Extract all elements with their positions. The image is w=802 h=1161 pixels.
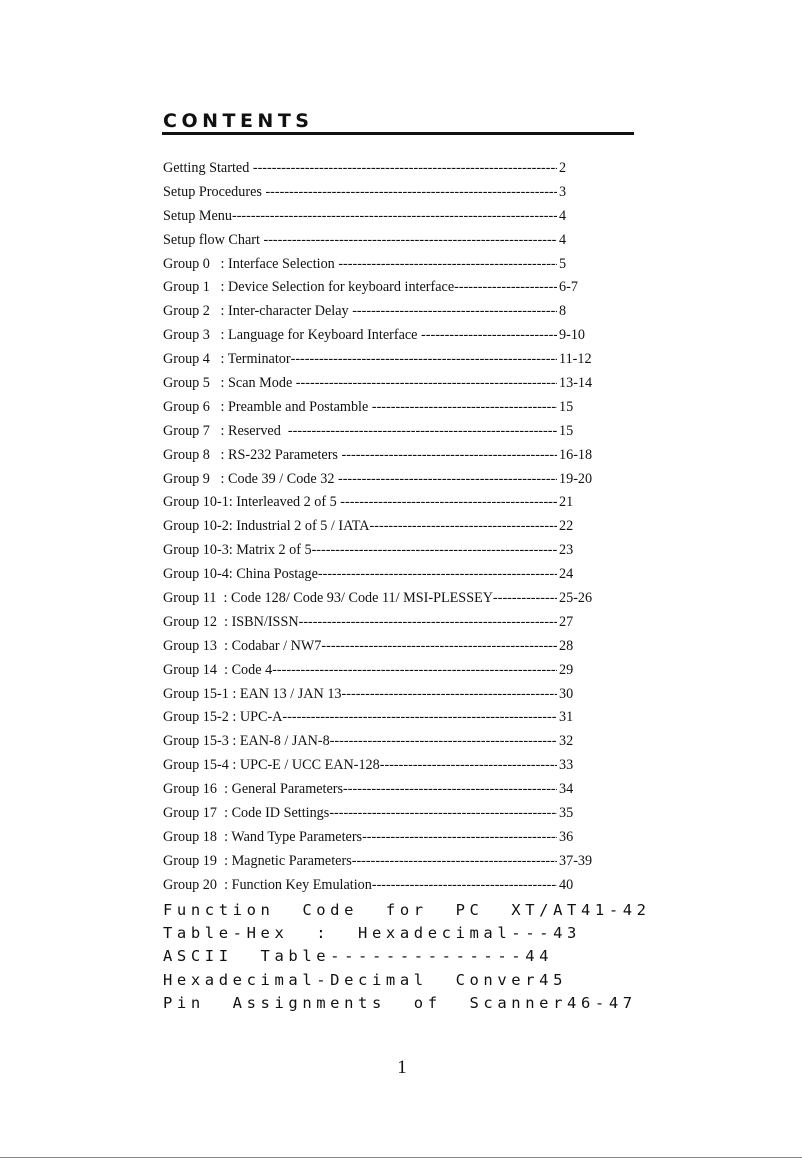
- toc-wide-list: [163, 901, 651, 1017]
- toc-entry: [163, 757, 603, 781]
- toc-entry: [163, 542, 603, 566]
- toc-dot-leader: [265, 184, 557, 201]
- toc-dot-leader: [330, 733, 557, 750]
- toc-entry: [163, 351, 603, 375]
- toc-entry-label: Group 7 : Reserved: [163, 422, 288, 439]
- toc-entry: [163, 471, 603, 495]
- toc-entry-label: Group 18 : Wand Type Parameters: [163, 828, 363, 845]
- toc-entry-label: Group 20 : Function Key Emulation: [163, 876, 372, 893]
- toc-entry: [163, 686, 603, 710]
- toc-dot-leader: [372, 399, 557, 416]
- toc-entry-page: 8: [559, 303, 567, 320]
- toc-entry-page: 23: [559, 542, 574, 559]
- toc-entry: [163, 829, 603, 853]
- toc-entry-page: 13-14: [559, 375, 593, 392]
- toc-entry-page: 21: [559, 494, 574, 511]
- toc-entry: [163, 494, 603, 518]
- toc-entry-label: Group 15-3 : EAN-8 / JAN-8: [163, 733, 330, 750]
- toc-entry-page: 16-18: [559, 446, 593, 463]
- toc-entry-page: 5: [559, 255, 567, 272]
- toc-dot-leader: [380, 757, 557, 774]
- toc-dot-leader: [372, 877, 557, 894]
- toc-entry-label: Setup Menu: [163, 207, 232, 224]
- toc-entry-label: Group 15-2 : UPC-A: [163, 709, 283, 726]
- toc-entry-label: Group 6 : Preamble and Postamble: [163, 398, 372, 415]
- heading-rule: [162, 132, 634, 135]
- toc-entry-page: 15: [559, 422, 574, 439]
- toc-entry-page: 36: [559, 828, 574, 845]
- toc-wide-entry: ASCII Table--------------44: [163, 947, 554, 966]
- toc-entry-page: 4: [559, 207, 567, 224]
- toc-entry-label: Group 15-4 : UPC-E / UCC EAN-128: [163, 757, 380, 774]
- toc-entry-label: Group 11 : Code 128/ Code 93/ Code 11/ MSI-PLESSEY: [163, 590, 493, 607]
- toc-dot-leader: [340, 494, 557, 511]
- toc-dot-leader: [299, 614, 557, 631]
- toc-dot-leader: [329, 805, 557, 822]
- toc-entry-page: 15: [559, 398, 574, 415]
- toc-dot-leader: [352, 853, 557, 870]
- toc-entry-label: Group 15-1 : EAN 13 / JAN 13: [163, 685, 342, 702]
- toc-entry: [163, 877, 603, 901]
- toc-entry-page: 11-12: [559, 351, 592, 368]
- toc-entry: [163, 662, 603, 686]
- toc-entry: [163, 566, 603, 590]
- toc-entry-page: 19-20: [559, 470, 593, 487]
- toc-dot-leader: [342, 447, 557, 464]
- toc-dot-leader: [454, 279, 557, 296]
- toc-dot-leader: [288, 423, 557, 440]
- toc-list: [163, 160, 603, 901]
- toc-entry-label: Group 19 : Magnetic Parameters: [163, 852, 352, 869]
- toc-entry-label: Group 3 : Language for Keyboard Interface: [163, 327, 422, 344]
- toc-entry-label: Group 17 : Code ID Settings: [163, 805, 330, 822]
- toc-entry: [163, 805, 603, 829]
- toc-entry: [163, 184, 603, 208]
- toc-dot-leader: [493, 590, 557, 607]
- toc-entry: [163, 614, 603, 638]
- toc-dot-leader: [342, 686, 557, 703]
- toc-dot-leader: [370, 518, 557, 535]
- toc-entry-page: 3: [559, 183, 567, 200]
- toc-entry-page: 25-26: [559, 590, 593, 607]
- toc-entry-page: 28: [559, 637, 574, 654]
- toc-dot-leader: [296, 375, 557, 392]
- toc-entry-label: Group 5 : Scan Mode: [163, 375, 296, 392]
- bottom-border: [0, 1157, 802, 1158]
- toc-dot-leader: [318, 566, 557, 583]
- toc-entry-label: Group 1 : Device Selection for keyboard interface: [163, 279, 455, 296]
- toc-entry-page: 32: [559, 733, 574, 750]
- toc-entry-page: 4: [559, 231, 567, 248]
- toc-dot-leader: [282, 709, 557, 726]
- toc-entry: [163, 208, 603, 232]
- toc-wide-entry: Function Code for PC XT/AT41-42: [163, 901, 651, 919]
- toc-entry-label: Setup Procedures: [163, 183, 266, 200]
- page-number: 1: [397, 1057, 407, 1078]
- toc-entry-label: Group 14 : Code 4: [163, 661, 273, 678]
- toc-entry-label: Group 10-4: China Postage: [163, 566, 318, 583]
- toc-entry: [163, 423, 603, 447]
- toc-entry-page: 34: [559, 781, 574, 798]
- toc-entry-page: 33: [559, 757, 574, 774]
- toc-entry-page: 37-39: [559, 852, 593, 869]
- toc-entry-label: Group 4 : Terminator: [163, 351, 291, 368]
- toc-dot-leader: [421, 327, 557, 344]
- toc-dot-leader: [352, 303, 557, 320]
- toc-entry: [163, 638, 603, 662]
- toc-wide-entry: Pin Assignments of Scanner46-47: [163, 993, 637, 1012]
- toc-entry: [163, 232, 603, 256]
- toc-entry-page: 9-10: [559, 327, 586, 344]
- toc-entry-page: 22: [559, 518, 574, 535]
- toc-entry-page: 31: [559, 709, 574, 726]
- toc-entry-page: 27: [559, 613, 574, 630]
- toc-entry: [163, 399, 603, 423]
- toc-entry: [163, 733, 603, 757]
- toc-entry: [163, 279, 603, 303]
- toc-entry: [163, 518, 603, 542]
- toc-entry-label: Group 13 : Codabar / NW7: [163, 637, 322, 654]
- toc-dot-leader: [343, 781, 557, 798]
- toc-entry-label: Group 8 : RS-232 Parameters: [163, 446, 342, 463]
- toc-dot-leader: [338, 471, 557, 488]
- toc-entry-label: Group 16 : General Parameters: [163, 781, 344, 798]
- contents-heading: CONTENTS: [163, 110, 314, 132]
- toc-entry-label: Group 10-1: Interleaved 2 of 5: [163, 494, 341, 511]
- toc-entry: [163, 256, 603, 280]
- toc-entry-page: 6-7: [559, 279, 578, 296]
- toc-entry-label: Group 9 : Code 39 / Code 32: [163, 470, 338, 487]
- toc-dot-leader: [312, 542, 557, 559]
- toc-entry-label: Getting Started: [163, 160, 253, 176]
- toc-dot-leader: [291, 351, 557, 368]
- toc-entry: [163, 853, 603, 877]
- toc-entry-label: Group 10-3: Matrix 2 of 5: [163, 542, 312, 559]
- toc-entry-page: 24: [559, 566, 574, 583]
- toc-entry: [163, 781, 603, 805]
- toc-entry-page: 2: [559, 160, 567, 176]
- toc-entry: [163, 590, 603, 614]
- toc-wide-entry: Table-Hex : Hexadecimal---43: [163, 924, 581, 943]
- toc-wide-entry: Hexadecimal-Decimal Conver45: [163, 970, 568, 989]
- toc-entry: [163, 160, 603, 184]
- toc-entry: [163, 375, 603, 399]
- toc-entry-label: Setup flow Chart: [163, 231, 264, 248]
- toc-dot-leader: [253, 160, 557, 177]
- toc-dot-leader: [362, 829, 557, 846]
- toc-entry-page: 29: [559, 661, 574, 678]
- toc-entry: [163, 327, 603, 351]
- toc-entry-label: Group 10-2: Industrial 2 of 5 / IATA: [163, 518, 370, 535]
- toc-dot-leader: [338, 256, 557, 273]
- toc-entry: [163, 303, 603, 327]
- toc-entry-page: 40: [559, 876, 574, 893]
- toc-entry-page: 30: [559, 685, 574, 702]
- toc-entry-label: Group 0 : Interface Selection: [163, 255, 339, 272]
- toc-entry-page: 35: [559, 805, 574, 822]
- toc-dot-leader: [321, 638, 557, 655]
- toc-dot-leader: [272, 662, 557, 679]
- toc-dot-leader: [263, 232, 557, 249]
- toc-entry: [163, 447, 603, 471]
- toc-entry: [163, 709, 603, 733]
- toc-entry-label: Group 2 : Inter-character Delay: [163, 303, 353, 320]
- toc-dot-leader: [232, 208, 557, 225]
- toc-entry-label: Group 12 : ISBN/ISSN: [163, 613, 299, 630]
